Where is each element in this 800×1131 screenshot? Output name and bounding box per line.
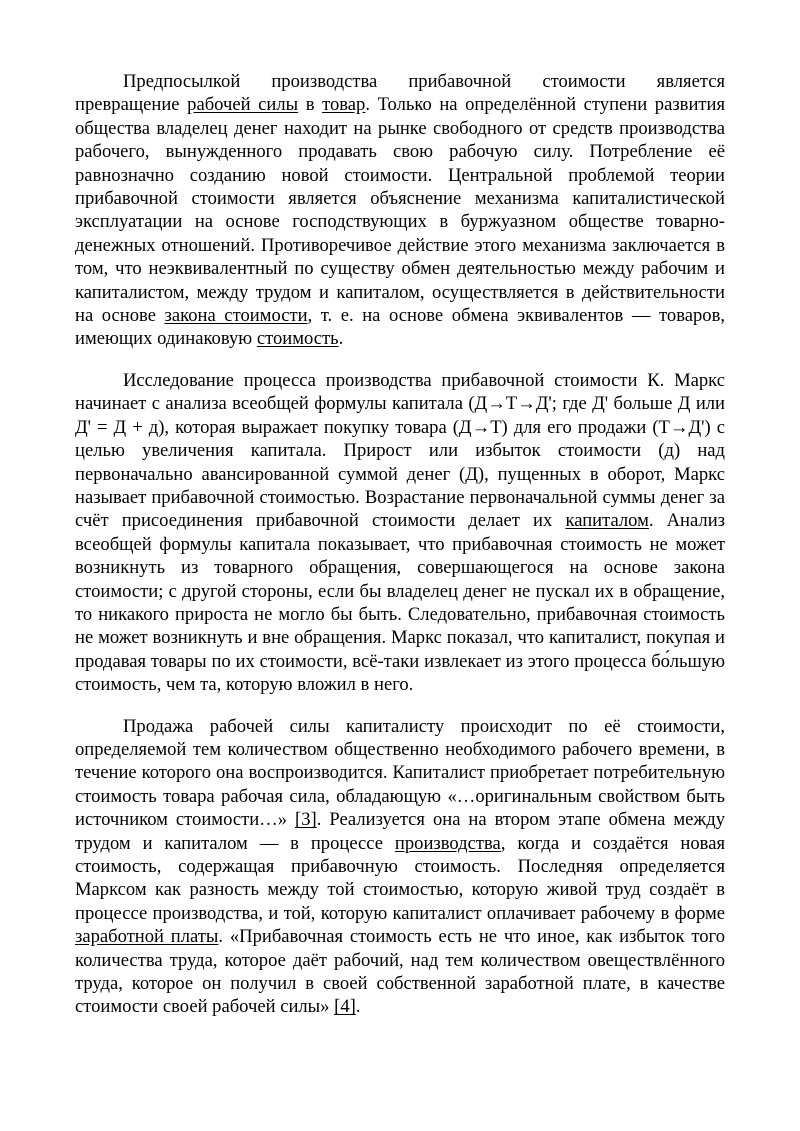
paragraph-1 [75,70,725,351]
text-run: Исследование процесса производства прибавочной стоимости К. Маркс начинает с анализа всеобщей формулы капитала (Д→Т→Д'; где Д' больше Д или Д' = Д + д), которая выражает покупку товара (Д→Т) для его продажи (Т→Д') с целью увеличения капитала. Прирост или избыток стоимости (д) над первоначально авансированной суммой денег (Д), пущенных в оборот, Маркс называет прибавочной стоимостью. Возрастание первоначальной суммы денег за счёт присоединения прибавочной стоимости делает их [75,369,725,532]
text-run: , когда и создаётся новая стоимость, содержащая прибавочную стоимость. Последняя определяется Марксом как разность между той стоимостью, которую живой труд создаёт в процессе производства, и той, которую капиталист оплачивает рабочему в форме [75,832,725,924]
text-run: . [338,328,344,350]
link-tovar[interactable]: товар [322,94,366,116]
text-run: , т. е. на основе обмена эквивалентов — товаров, имеющих одинаковую [75,305,726,350]
footnote-link-3[interactable]: [3] [295,809,317,831]
text-run: . [355,996,361,1018]
document-page [75,70,725,1037]
link-zakona-stoimosti[interactable]: закона стоимости [164,305,308,327]
text-run: . «Прибавочная стоимость есть не что иное, как избыток того количества труда, которое даёт рабочий, над тем количеством овеществлённого труда, которое он получил в своей собственной заработной плате, в качестве стоимости своей рабочей силы» [75,926,725,1018]
paragraph-2 [75,369,725,697]
link-kapitalom[interactable]: капиталом [565,510,649,532]
text-run: Продажа рабочей силы капиталисту происходит по её стоимости, определяемой тем количеством общественно необходимого рабочего времени, в течение которого она воспроизводится. Капиталист приобретает потребительную стоимость товара рабочая сила, обладающую «…оригинальным свойством быть источником стоимости…» [75,715,725,831]
link-rabochey-sily[interactable]: рабочей силы [187,94,299,116]
text-run: . Анализ всеобщей формулы капитала показывает, что прибавочная стоимость не может возникнуть из товарного обращения, совершающегося на основе закона стоимости; с другой стороны, если бы владелец денег не пускал их в обращение, то никакого прироста не могло бы быть. Следовательно, прибавочная стоимость не может возникнуть и вне обращения. Маркс показал, что капиталист, покупая и продавая товары по их стоимости, всё-таки извлекает из этого процесса бо́льшую стоимость, чем та, которую вложил в него. [75,510,725,696]
paragraph-3 [75,715,725,1019]
link-stoimost[interactable]: стоимость [256,328,339,350]
link-proizvodstva[interactable]: производства [394,832,501,854]
text-run: Предпосылкой производства прибавочной стоимости является превращение [75,71,725,116]
text-run: . Реализуется она на втором этапе обмена между трудом и капиталом — в процессе [75,809,725,854]
text-run: . Только на определённой ступени развития общества владелец денег находит на рынке свободного от средств производства рабочего, вынужденного продавать свою рабочую силу. Потребление её равнозначно созданию новой стоимости. Центральной проблемой теории прибавочной стоимости является объяснение механизма капиталистической эксплуатации на основе господствующих в буржуазном обществе товарно-денежных отношений. Противоречивое действие этого механизма заключается в том, что неэквивалентный по существу обмен деятельностью между рабочим и капиталистом, между трудом и капиталом, осуществляется в действительности на основе [75,94,726,327]
text-run: в [298,94,323,116]
footnote-link-4[interactable]: [4] [334,996,356,1018]
link-zarabotnoy-platy[interactable]: заработной платы [75,926,219,948]
